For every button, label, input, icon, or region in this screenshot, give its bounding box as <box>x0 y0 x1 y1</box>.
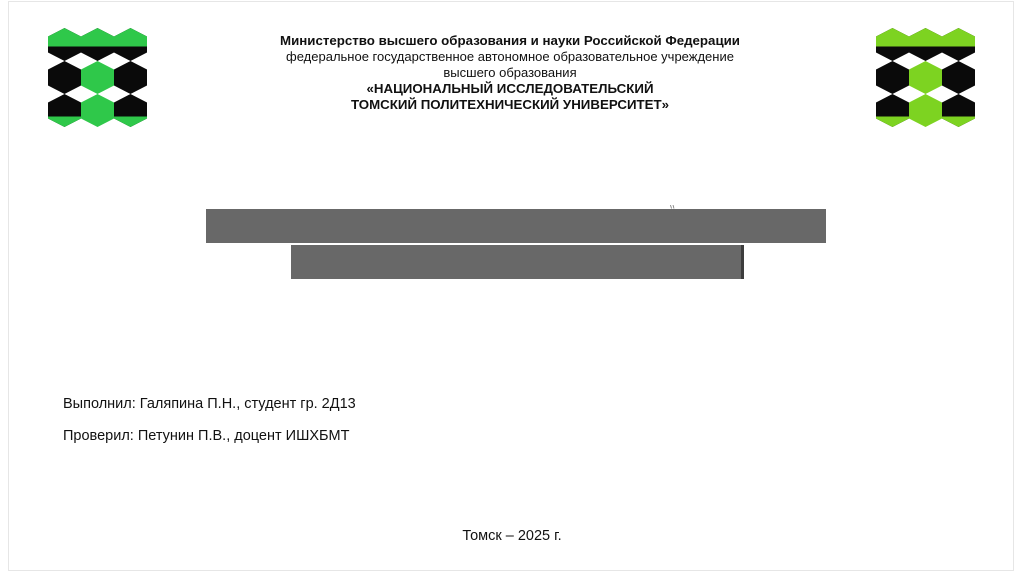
logo-hexagon <box>909 94 942 127</box>
university-name-line-2: ТОМСКИЙ ПОЛИТЕХНИЧЕСКИЙ УНИВЕРСИТЕТ» <box>350 97 670 112</box>
logo-hexagon-cap <box>876 28 909 47</box>
bar-shadow-edge <box>741 245 744 279</box>
institution-header <box>230 33 790 113</box>
logo-hexagon <box>909 61 942 94</box>
tpu-hexagon-logo-icon <box>48 28 148 128</box>
logo-hexagon-strip <box>876 117 909 128</box>
tpu-hexagon-logo-icon <box>876 28 976 128</box>
logo-hexagon-strip <box>48 117 81 128</box>
logo-hexagon-cap <box>81 28 114 47</box>
logo-hexagon-strip <box>942 117 975 128</box>
logo-hexagon-cap <box>48 28 81 47</box>
redacted-subtitle-bar <box>291 245 741 279</box>
logo-hexagon <box>876 61 909 94</box>
city-year: Томск – 2025 г. <box>462 528 562 544</box>
redacted-title-bar <box>206 209 826 243</box>
logo-hexagon <box>81 94 114 127</box>
logo-hexagon-cap <box>909 28 942 47</box>
university-name-line-1: «НАЦИОНАЛЬНЫЙ ИССЛЕДОВАТЕЛЬСКИЙ <box>366 81 654 96</box>
logo-hexagon <box>114 61 147 94</box>
logo-hexagon <box>81 61 114 94</box>
institution-type-line-2: высшего образования <box>443 65 577 80</box>
performed-by-line: Выполнил: Галяпина П.Н., студент гр. 2Д13 <box>63 396 356 412</box>
university-logo-left <box>48 28 148 133</box>
logo-hexagon <box>942 61 975 94</box>
ministry-name: Министерство высшего образования и науки Российской Федерации <box>280 33 740 48</box>
logo-hexagon-cap <box>114 28 147 47</box>
logo-hexagon-cap <box>942 28 975 47</box>
logo-hexagon-strip <box>114 117 147 128</box>
checked-by-line: Проверил: Петунин П.В., доцент ИШХБМТ <box>63 428 350 444</box>
logo-hexagon <box>48 61 81 94</box>
institution-type-line-1: федеральное государственное автономное образовательное учреждение <box>286 49 734 64</box>
university-logo-right <box>876 28 976 133</box>
